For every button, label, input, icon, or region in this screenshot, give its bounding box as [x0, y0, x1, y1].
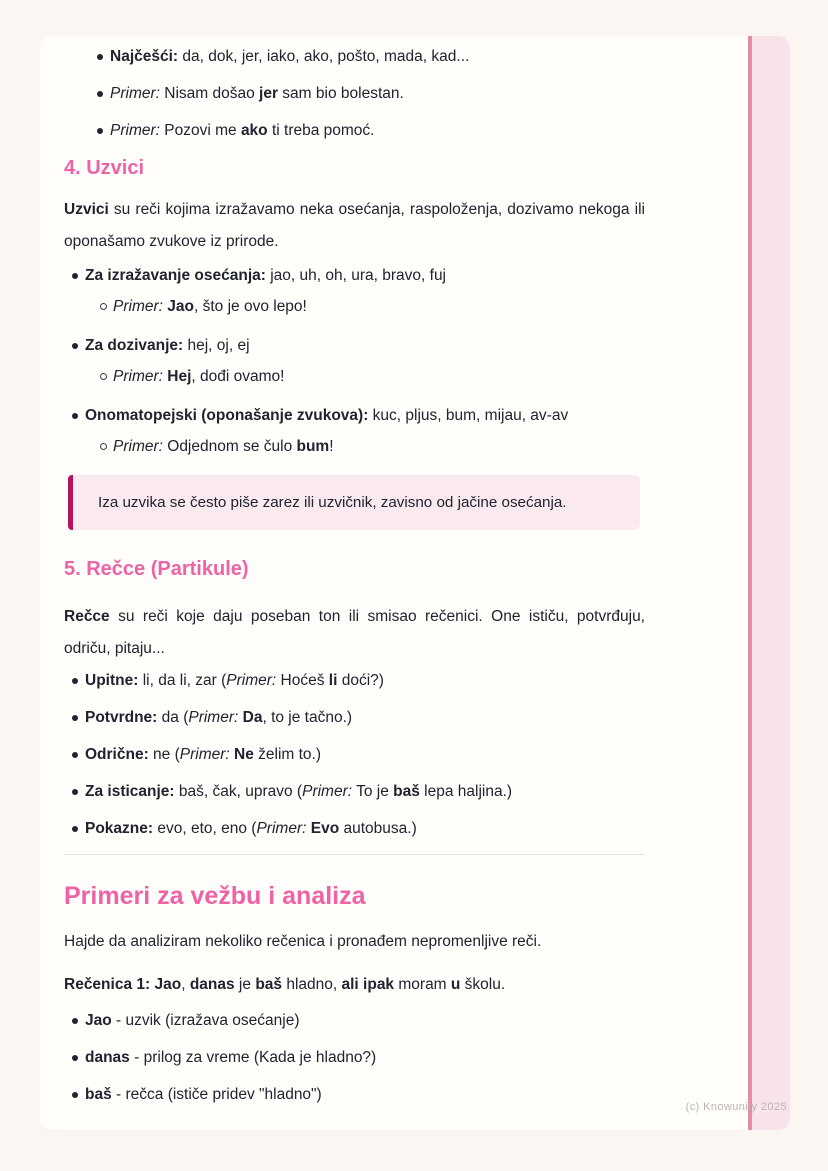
sublist-item — [85, 294, 645, 320]
list-item — [64, 1082, 645, 1108]
list-item-text: Za izražavanje osećanja: jao, uh, oh, ura, bravo, fuj — [85, 267, 447, 284]
document-page — [40, 36, 790, 1130]
list-item-text: Za dozivanje: hej, oj, ej — [85, 337, 250, 354]
list-item — [64, 263, 645, 320]
list-item — [64, 1008, 645, 1034]
list-item-text: Najčešći: da, dok, jer, iako, ako, pošto, mada, kad... — [110, 48, 470, 65]
list-item-text: Primer: Pozovi me ako ti treba pomoć. — [110, 122, 375, 139]
example-sublist — [85, 364, 645, 390]
sublist-item — [85, 364, 645, 390]
list-item-text: Odrične: ne (Primer: Ne želim to.) — [85, 746, 322, 763]
note-callout-text: Iza uzvika se često piše zarez ili uzvičnik, zavisno od jačine osećanja. — [98, 494, 567, 511]
list-item — [64, 333, 645, 390]
practice-heading: Primeri za vežbu i analiza — [64, 882, 366, 910]
copyright-watermark: (c) Knowunity 2025 — [685, 1101, 787, 1113]
sublist-item-text: Primer: Jao, što je ovo lepo! — [113, 298, 307, 315]
list-item-text: Jao - uzvik (izražava osećanje) — [85, 1012, 300, 1029]
list-item-text: danas - prilog za vreme (Kada je hladno?) — [85, 1049, 377, 1066]
sublist-item-text: Primer: Odjednom se čulo bum! — [113, 438, 334, 455]
section-5-intro-paragraph: Rečce su reči koje daju poseban ton ili smisao rečenici. One ističu, potvrđuju, odriču, pitaju... — [64, 608, 645, 657]
list-item — [64, 705, 645, 731]
section-4-intro-paragraph: Uzvici su reči kojima izražavamo neka osećanja, raspoloženja, dozivamo nekoga ili oponašamo zvukove iz prirode. — [64, 201, 645, 250]
list-item — [64, 779, 645, 805]
list-item — [64, 816, 645, 842]
list-item-text: Primer: Nisam došao jer sam bio bolestan. — [110, 85, 404, 102]
list-item-text: Pokazne: evo, eto, eno (Primer: Evo autobusa.) — [85, 820, 417, 837]
list-item — [64, 118, 645, 144]
section-5-heading: 5. Rečce (Partikule) — [64, 558, 249, 580]
list-item-text: Onomatopejski (oponašanje zvukova): kuc, pljus, bum, mijau, av-av — [85, 407, 569, 424]
conjunction-examples-list — [64, 44, 645, 144]
list-item-text: Upitne: li, da li, zar (Primer: Hoćeš li doći?) — [85, 672, 384, 689]
section-divider — [64, 854, 645, 855]
right-margin-stripe — [748, 36, 790, 1130]
sentence-analysis-list — [64, 1008, 645, 1108]
list-item-text: Za isticanje: baš, čak, upravo (Primer: To je baš lepa haljina.) — [85, 783, 513, 800]
list-item — [64, 403, 645, 460]
note-callout — [68, 475, 640, 530]
list-item — [64, 44, 645, 70]
example-sublist — [85, 294, 645, 320]
list-item-text: Potvrdne: da (Primer: Da, to je tačno.) — [85, 709, 353, 726]
sentence-1-paragraph: Rečenica 1: Jao, danas je baš hladno, ali ipak moram u školu. — [64, 976, 506, 993]
list-item-text: baš - rečca (ističe pridev "hladno") — [85, 1086, 322, 1103]
section-4-heading: 4. Uzvici — [64, 157, 145, 179]
particle-types-list — [64, 668, 645, 842]
list-item — [64, 668, 645, 694]
sublist-item-text: Primer: Hej, dođi ovamo! — [113, 368, 285, 385]
list-item — [64, 742, 645, 768]
list-item — [64, 1045, 645, 1071]
practice-intro-paragraph: Hajde da analiziram nekoliko rečenica i pronađem nepromenljive reči. — [64, 933, 542, 950]
document-content — [64, 44, 645, 1119]
interjection-types-list — [64, 263, 645, 460]
example-sublist — [85, 434, 645, 460]
sublist-item — [85, 434, 645, 460]
list-item — [64, 81, 645, 107]
